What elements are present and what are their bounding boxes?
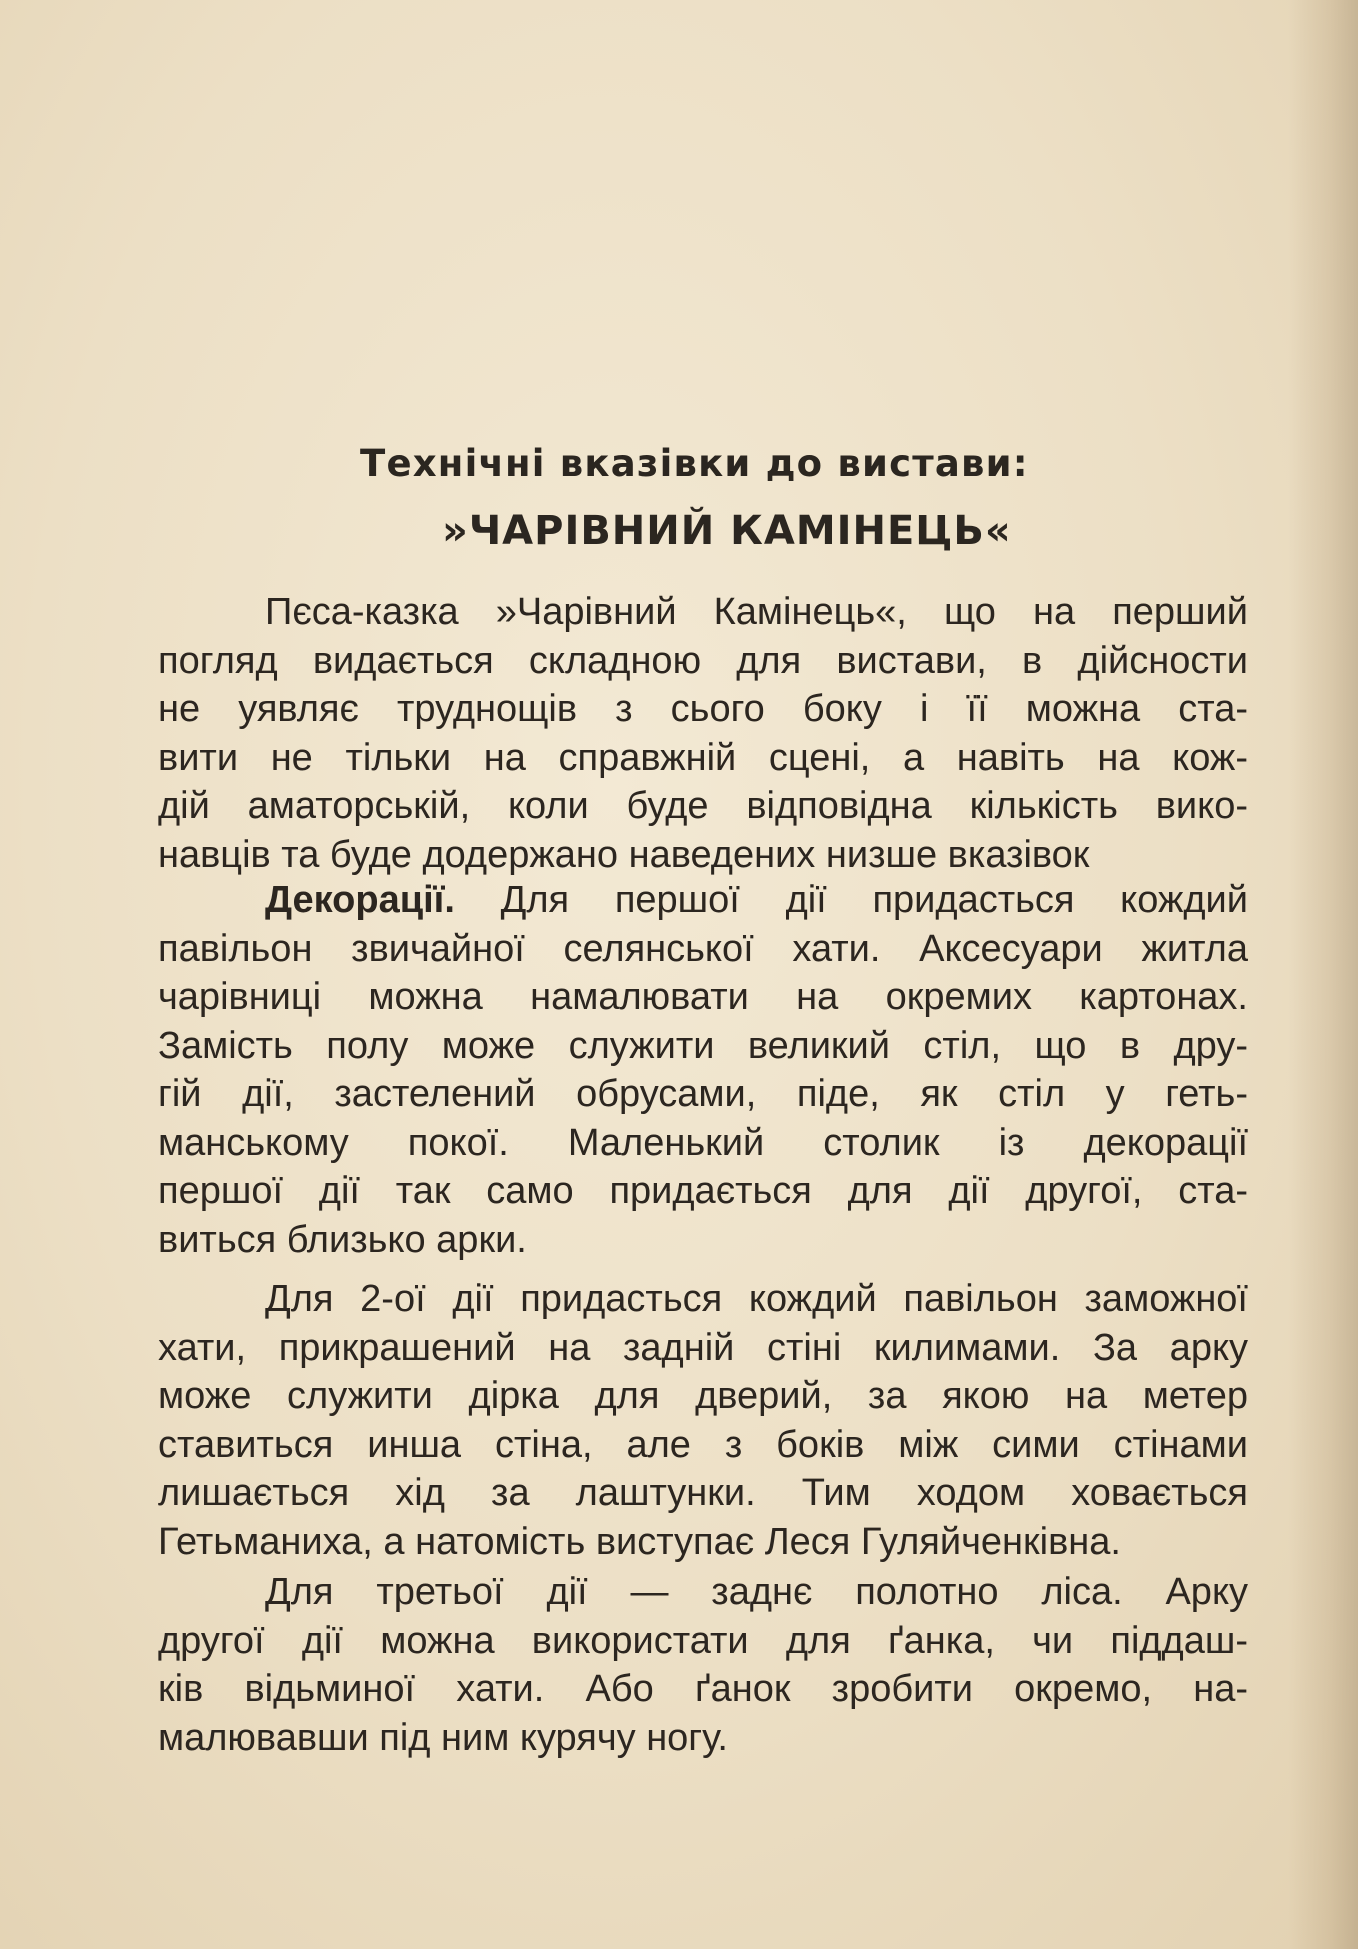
text-line: навців та буде додержано наведених низше вказівок [158,833,1090,876]
page-heading: Технічні вказівки до вистави: [360,442,1029,485]
paragraph-act-three [158,1568,1248,1762]
text-line: першої дії так само придається для дії другої, ста- [158,1170,1248,1212]
text-line: ставиться инша стіна, але з боків між сими стінами [158,1423,1248,1466]
text-line: не уявляє труднощів з сього боку і її можна ста- [158,688,1248,730]
text-line: Для третьої дії — заднє полотно ліса. Арку [265,1571,1248,1613]
text-line: може служити дірка для дверий, за якою на метер [158,1375,1248,1417]
text-line: ків відьминої хати. Або ґанок зробити окремо, на- [158,1668,1248,1710]
text-line: гій дії, застелений обрусами, піде, як стіл у геть- [158,1073,1248,1115]
paragraph-intro [158,588,1248,879]
text-line: вити не тільки на справжній сцені, а навіть на кож- [158,736,1248,779]
text-line: хати, прикрашений на задній стіні килимами. За арку [158,1326,1248,1369]
text-line: малювавши під ним курячу ногу. [158,1716,728,1759]
paragraph-decorations [158,876,1248,1264]
text-line: Для 2-ої дії придасться кождий павільон заможної [265,1278,1248,1320]
text-line [158,876,1248,925]
text-line: дій аматорській, коли буде відповідна кількість вико- [158,785,1248,827]
text-line: погляд видається складною для вистави, в дійсности [158,639,1248,682]
decorations-lead: Декорації. [265,879,455,921]
text-line: павільон звичайної селянської хати. Аксесуари житла [158,927,1248,970]
text-line: другої дії можна використати для ґанка, чи піддаш- [158,1619,1248,1662]
text-line: лишається хід за лаштунки. Тим ходом ховається [158,1472,1248,1514]
text-line: Гетьманиха, а натомість виступає Леся Гуляйченківна. [158,1520,1121,1563]
text-line: Пєса-казка »Чарівний Камінець«, що на перший [265,591,1248,633]
text-line: манському покої. Маленький столик із декорації [158,1121,1248,1164]
page-edge-shadow [1288,0,1358,1949]
text-line: Замість полу може служити великий стіл, що в дру- [158,1024,1248,1067]
paragraph-act-two [158,1275,1248,1566]
play-title: »ЧАРІВНИЙ КАМІНЕЦЬ« [442,508,1012,554]
text-line: виться близько арки. [158,1218,527,1261]
text-line: чарівниці можна намалювати на окремих картонах. [158,976,1248,1018]
decorations-first-line: Для першої дії придасться кождий [500,879,1248,921]
